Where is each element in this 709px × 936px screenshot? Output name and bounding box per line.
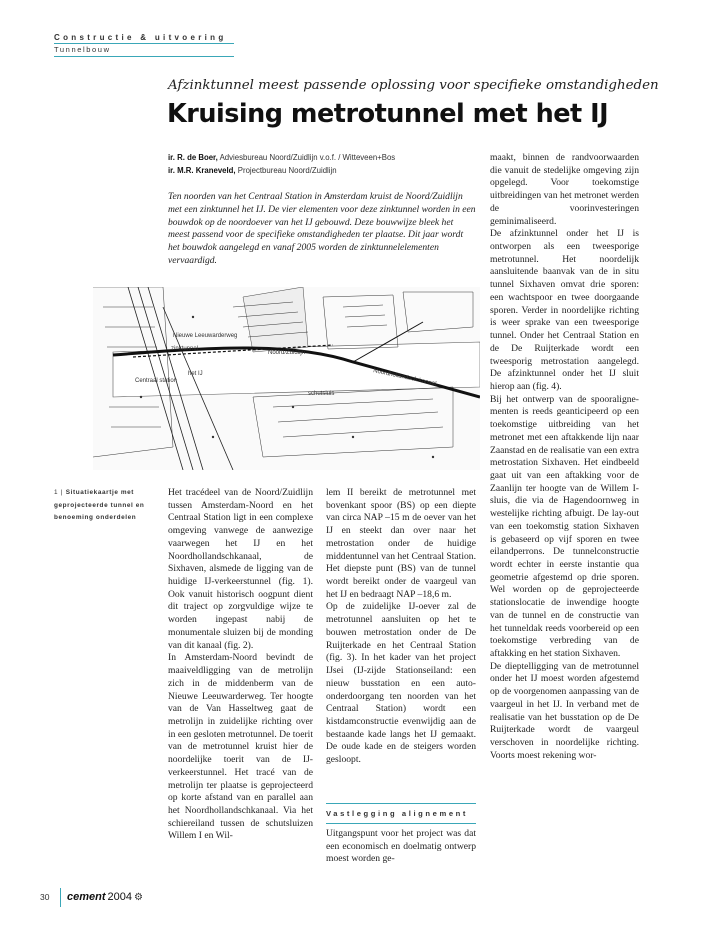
magazine-year: 2004 xyxy=(107,890,133,903)
header-rule-top xyxy=(54,43,234,44)
article-kicker: Afzinktunnel meest passende oplossing voor specifieke omstandigheden xyxy=(168,78,659,93)
figure-caption xyxy=(54,487,154,525)
body-column-2-continued xyxy=(326,828,476,866)
subsection-label: Tunnelbouw xyxy=(54,45,111,54)
page-number: 30 xyxy=(40,891,50,902)
paragraph: De afzinktunnel onder het IJ is ontworpen als een tweesporige metrotunnel. Het noordelijk aansluitende baanvak van de in situ tunnel Sixhaven omvat drie sporen: een wachtspoor en twee doorgaande sporen. Verder in noordelijke richting is weer sprake van een tweesporige tunnel. Onder het Centraal Station en de De Ruijterkade wordt een tweesporig metrostation aangelegd. De afzinktunnel onder het IJ sluit hierop aan (fig. 4). xyxy=(490,228,639,392)
article-title: Kruising metrotunnel met het IJ xyxy=(167,99,609,129)
paragraph: Op de zuidelijke IJ-oever zal de metrotunnel aansluiten op het te bouwen metrostation onder de De Ruijterkade en het Centraal Station (fig. 3). In het kader van het project IJsei (IJ-zijde Stationseiland: een nieuw busstation en een auto-onderdoorgang ten noorden van het Centraal Station) wordt een kistdamconstructie evenwijdig aan de bestaande kade langs het IJ gemaakt. De oude kade en de steigers worden gesloopt. xyxy=(326,601,476,766)
body-column-2 xyxy=(326,487,476,767)
site-map-figure xyxy=(93,287,480,470)
magazine-brand: cement xyxy=(67,890,106,903)
author-affiliation: Adviesbureau Noord/Zuidlijn v.o.f. / Witteveen+Bos xyxy=(219,153,396,162)
subheading: Vastlegging alignement xyxy=(326,803,476,824)
map-label-zinktunnel: zinktunnel xyxy=(171,346,199,352)
map-label-noordzuidlijn: Noord/Zuidlijn xyxy=(268,350,306,356)
page-footer xyxy=(40,888,143,907)
caption-number: 1 | xyxy=(54,489,63,496)
header-rule-bottom xyxy=(54,56,234,57)
map-label-schutsluis: schutsluis xyxy=(308,391,335,397)
paragraph: maakt, binnen de randvoorwaarden die vanuit de stedelijke omgeving zijn opgelegd. Voor toekomstige uitbreidingen van het metronet werden de voorinvesteringen geminimaliseerd. xyxy=(490,152,639,227)
map-label-road: Nieuwe Leeuwarderweg xyxy=(173,333,238,339)
map-label-kanaal: Noordhollandsch kanaal xyxy=(372,368,437,388)
article-intro: Ten noorden van het Centraal Station in Amsterdam kruist de Noord/Zuidlijn met een zinktunnel het IJ. De vier elementen voor deze zinktunnel worden in een bouwdok op de noordoever van het IJ gebouwd. Deze bouwwijze bleek het meest passend voor de specifieke omstandigheden ter plaatse. Dit jaar wordt het bouwdok aangelegd en vanaf 2005 worden de zinktunnelelementen vervaardigd. xyxy=(168,191,476,266)
author-name: ir. R. de Boer, xyxy=(168,153,218,162)
author-name: ir. M.R. Kraneveld, xyxy=(168,166,236,175)
map-label-station: Centraal station xyxy=(135,378,178,384)
paragraph: Uitgangspunt voor het project was dat een economisch en doelmatig ontwerp moest worden ge- xyxy=(326,828,476,865)
map-label-ij: het IJ xyxy=(188,371,203,377)
paragraph: lem II bereikt de metrotunnel met bovenkant spoor (BS) op een diepte van circa NAP –15 m de oever van het IJ en steekt dan over naar het metrostation onder de huidige middentunnel van het Centraal Station. Het diepste punt (BS) van de tunnel wordt bereikt onder de vaargeul van het IJ en bedraagt NAP –18,6 m. xyxy=(326,487,477,600)
section-label: Constructie & uitvoering xyxy=(54,33,227,42)
paragraph: In Amsterdam-Noord bevindt de maaiveldligging van de metrolijn zich in de middenberm van de Nieuwe Leeuwarderweg. Ter hoogte van de Van Hasseltweg gaat de metrolijn in zuidelijke richting over in een gesloten metrotunnel. De toerit van de metrotunnel kruist hier de noordelijke toerit van de IJ-verkeerstunnel. Het tracé van de metrolijn ter plaatse is geprojecteerd op korte afstand van en parallel aan het Noordhollandschkanaal. Via het schiereiland tussen de schutsluizen Willem I en Wil- xyxy=(168,652,313,842)
footer-divider xyxy=(60,888,61,907)
body-column-3 xyxy=(490,152,639,763)
paragraph: De dieptelligging van de metrotunnel onder het IJ moest worden afgestemd op de voorgenomen aanpassing van de vaargeul in het IJ. In verband met de realisatie van het busstation op de De Ruijterkade wordt de vaargeul verschoven in noordelijke richting. Voorts moest rekening wor- xyxy=(490,660,639,761)
author-affiliation: Projectbureau Noord/Zuidlijn xyxy=(237,166,337,175)
author-1 xyxy=(168,153,395,162)
author-2 xyxy=(168,166,337,175)
paragraph: Het tracédeel van de Noord/Zuidlijn tussen Amsterdam-Noord en het Centraal Station ligt in een complexe omgeving vanwege de aanwezige vaarwegen het IJ en het Noordhollandschkanaal, de Sixhaven, alsmede de ligging van de huidige IJ-verkeerstunnel (fig. 1). Ook vanuit historisch oogpunt dient dit traject op zorgvuldige wijze te worden ingepast nabij de monumentale sluizen bij de monding van dit kanaal (fig. 2). xyxy=(168,487,313,651)
body-column-1 xyxy=(168,487,313,843)
paragraph: Bij het ontwerp van de spooraligne-menten is reeds geanticipeerd op een toekomstige uitbreiding van het metronet met een aftakkende lijn naar Zaanstad en de realisatie van een extra metrostation Sixhaven. Het eindbeeld gaat uit van een aftakking voor de Zaanlijn ter hoogte van de Willem I-sluis, die via de Hagendoornweg in westelijke richting afbuigt. De lay-out van een toekomstig station Sixhaven is gebaseerd op vijf sporen en twee eilandperrons. De tunnelconstructie wordt echter in eerste instantie qua geometrie afgestemd op drie sporen. Wel worden op de geprojecteerde stationslocatie de inwendige hoogte van de tunnel en de constructie van het tunneldak reeds voorbereid op een toekomstige verbreding van de aftakking en het station Sixhaven. xyxy=(490,393,639,660)
caption-text: Situatiekaartje met geprojecteerde tunnel en benoeming onderdelen xyxy=(54,489,145,522)
cog-icon: ⚙ xyxy=(134,891,143,903)
